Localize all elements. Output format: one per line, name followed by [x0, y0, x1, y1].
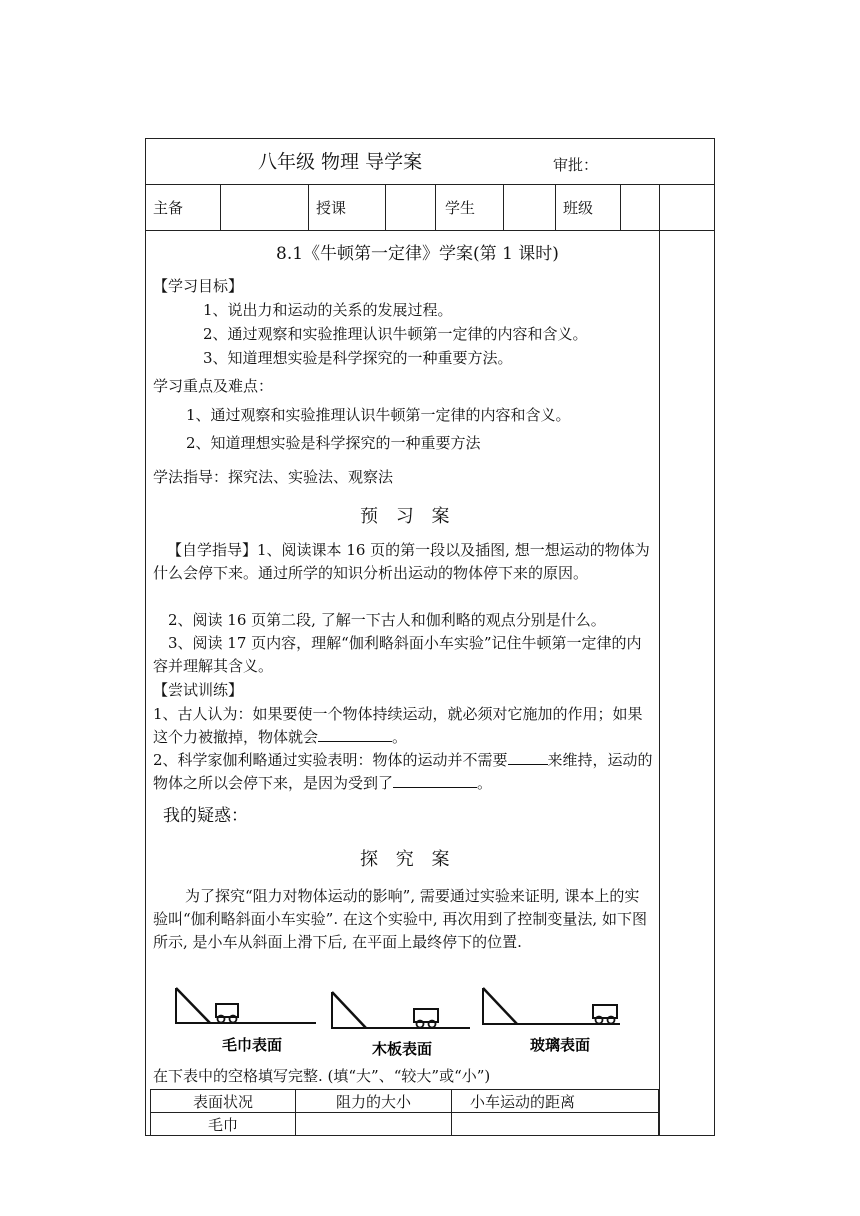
answer-blank[interactable] [393, 773, 477, 788]
answer-blank[interactable] [508, 750, 548, 765]
key-point-item: 1、通过观察和实验推理认识牛顿第一定律的内容和含义。 [186, 406, 571, 424]
objective-item: 2、通过观察和实验推理认识牛顿第一定律的内容和含义。 [203, 325, 588, 343]
practice-2-end: 。 [477, 774, 493, 792]
practice-heading: 【尝试训练】 [153, 681, 244, 699]
key-point-item: 2、知道理想实验是科学探究的一种重要方法 [186, 434, 481, 452]
practice-1-text: 1、古人认为：如果要使一个物体持续运动，就必须对它施加的作用；如果这个力被撤掉，物体就会 [153, 705, 643, 746]
practice-1-end: 。 [392, 728, 408, 746]
info-col-line [555, 184, 556, 230]
table-cell[interactable] [296, 1113, 452, 1136]
info-col-line [503, 184, 504, 230]
practice-1 [153, 703, 653, 749]
answer-blank[interactable] [318, 727, 392, 742]
ramp-glass-surface [483, 988, 620, 1024]
info-col-line [620, 184, 621, 230]
objectives-heading: 【学习目标】 [153, 277, 244, 295]
info-col-line [385, 184, 386, 230]
doc-title: 八年级 物理 导学案 [258, 151, 423, 173]
info-col-line [220, 184, 221, 230]
right-margin-line [659, 184, 660, 1136]
methods-guide: 学法指导：探究法、实验法、观察法 [153, 468, 394, 486]
fill-instruction: 在下表中的空格填写完整. (填“大”、“较大”或“小”) [153, 1067, 491, 1085]
self-study-3: 3、阅读 17 页内容，理解“伽利略斜面小车实验”记住牛顿第一定律的内容并理解其含义。 [153, 634, 642, 675]
key-points-heading: 学习重点及难点： [153, 377, 274, 395]
practice-2-text-cont: 来维持，运动的物体之所以会停下来，是因为受到了 [153, 751, 653, 792]
table-cell: 毛巾 [151, 1113, 296, 1136]
label-glass: 玻璃表面 [530, 1036, 591, 1054]
lesson-title: 8.1《牛顿第一定律》学案(第 1 课时) [276, 244, 559, 264]
experiment-diagram [170, 982, 630, 1062]
header-divider [145, 184, 715, 185]
explore-paragraph: 为了探究“阻力对物体运动的影响”, 需要通过实验来证明, 课本上的实验叫“伽利略斜面小车实验”. 在这个实验中, 再次用到了控制变量法, 如下图所示, 是小车从斜面上滑下后, 在平面上最终停下的位置. [153, 887, 647, 951]
info-col-line [308, 184, 309, 230]
practice-2 [153, 749, 653, 795]
objective-item: 3、知道理想实验是科学探究的一种重要方法。 [203, 349, 513, 367]
student-label: 学生 [445, 199, 476, 217]
self-study-1: 【自学指导】1、阅读课本 16 页的第一段以及插图, 想一想运动的物体为什么会停下来。通过所学的知识分析出运动的物体停下来的原因。 [153, 541, 650, 582]
review-label: 审批： [553, 156, 599, 174]
lead-teacher-label: 主备 [153, 199, 184, 217]
label-wood: 木板表面 [372, 1040, 433, 1058]
label-towel: 毛巾表面 [222, 1036, 283, 1054]
info-row-divider [145, 230, 715, 231]
practice-2-text: 2、科学家伽利略通过实验表明：物体的运动并不需要 [153, 751, 508, 769]
table-header-row [151, 1090, 659, 1113]
surface-table [150, 1089, 659, 1136]
self-study-2: 2、阅读 16 页第二段, 了解一下古人和伽利略的观点分别是什么。 [168, 611, 606, 629]
table-cell[interactable] [452, 1113, 659, 1136]
table-header: 小车运动的距离 [452, 1090, 659, 1113]
preview-heading: 预 习 案 [360, 506, 456, 527]
table-header: 表面状况 [151, 1090, 296, 1113]
teaching-label: 授课 [316, 199, 347, 217]
explore-heading: 探 究 案 [360, 849, 456, 870]
ramp-towel-surface [176, 988, 316, 1023]
class-label: 班级 [563, 199, 594, 217]
table-row [151, 1113, 659, 1136]
info-col-line [435, 184, 436, 230]
doubts-label: 我的疑惑： [163, 806, 248, 826]
table-header: 阻力的大小 [296, 1090, 452, 1113]
ramp-wood-surface [332, 992, 470, 1028]
objective-item: 1、说出力和运动的关系的发展过程。 [203, 301, 453, 319]
